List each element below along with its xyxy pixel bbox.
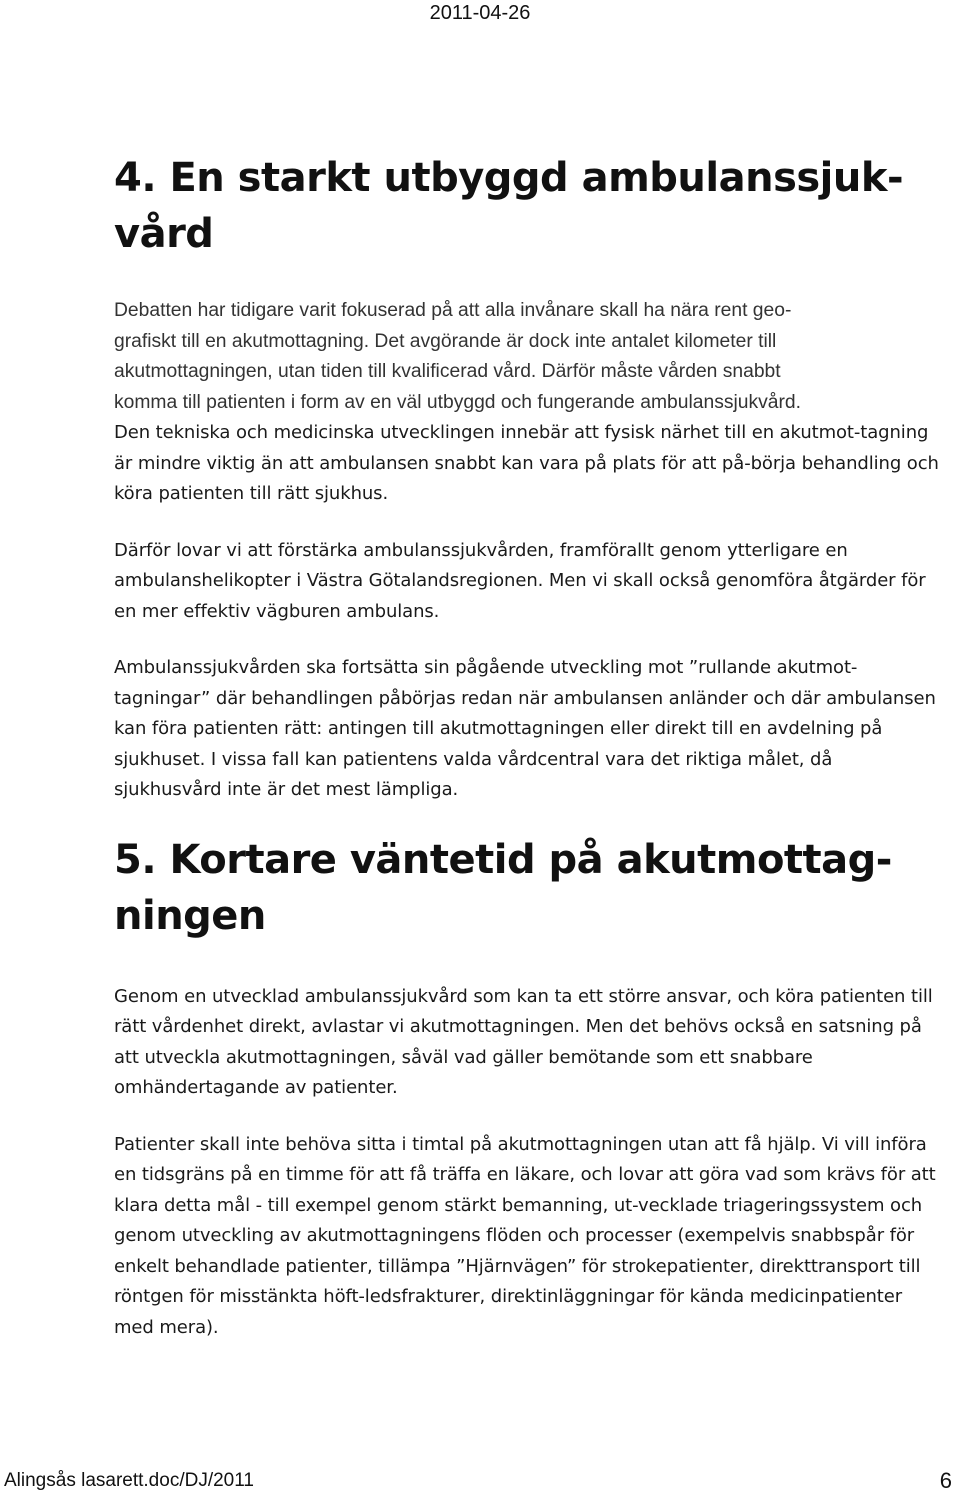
paragraph: Den tekniska och medicinska utvecklingen innebär att fysisk närhet till en akutmot-tagning är mindre viktig än att ambulansen snabbt kan vara på plats för att på-börja behandling och köra patienten till rätt sjukhus. bbox=[114, 422, 939, 504]
section-emergency-wait bbox=[114, 832, 944, 1344]
section-title-ambulance bbox=[114, 150, 944, 262]
document-body bbox=[114, 150, 944, 1369]
section-title-emergency bbox=[114, 832, 944, 944]
page-number: 6 bbox=[939, 1468, 952, 1493]
lead-line: komma till patienten i form av en väl utbyggd och fungerande ambulanssjukvård. bbox=[114, 391, 802, 413]
section-title-line: 5. Kortare väntetid på akutmottag- bbox=[114, 836, 892, 883]
footer-document-info: Alingsås lasarett.doc/DJ/2011 bbox=[4, 1470, 254, 1491]
paragraph: Därför lovar vi att förstärka ambulanssjukvården, framförallt genom ytterligare en ambulanshelikopter i Västra Götalandsregionen. Men vi skall också genomföra åtgärder för en mer effektiv vägburen ambulans. bbox=[114, 539, 926, 622]
section-title-line: vård bbox=[114, 211, 214, 257]
section-ambulance bbox=[114, 150, 944, 806]
lead-line: grafiskt till en akutmottagning. Det avgörande är dock inte antalet kilometer till bbox=[114, 330, 777, 352]
lead-line: akutmottagningen, utan tiden till kvalificerad vård. Därför måste vården snabbt bbox=[114, 361, 781, 382]
header-date: 2011-04-26 bbox=[429, 2, 531, 24]
section-title-line: ningen bbox=[114, 892, 266, 939]
lead-line: Debatten har tidigare varit fokuserad på att alla invånare skall ha nära rent geo- bbox=[114, 300, 792, 321]
section-title-line: 4. En starkt utbyggd ambulanssjuk- bbox=[114, 155, 904, 201]
lead-paragraph bbox=[114, 296, 944, 418]
paragraph: Ambulanssjukvården ska fortsätta sin pågående utveckling mot ”rullande akutmot-tagningar” där behandlingen påbörjas redan när ambulansen anländer och där ambulansen kan föra patienten rätt: antingen till akutmottagningen eller direkt till en avdelning på sjukhuset. I vissa fall kan patientens valda vårdcentral vara det riktiga målet, då sjukhusvård inte är det mest lämpliga. bbox=[114, 657, 936, 800]
paragraph: Patienter skall inte behöva sitta i timtal på akutmottagningen utan att få hjälp. Vi vill införa en tidsgräns på en timme för att få träffa en läkare, och lovar att göra vad som krävs för att klara detta mål - till exempel genom stärkt bemanning, ut-vecklade triageringssystem och genom utveckling av akutmottagningens flöden och processer (exempelvis snabbspår för enkelt behandlade patienter, tillämpa ”Hjärnvägen” för strokepatienter, direkttransport till röntgen för misstänkta höft-ledsfrakturer, direktinläggningar för kända medicinpatienter med mera). bbox=[114, 1133, 936, 1338]
paragraph: Genom en utvecklad ambulanssjukvård som kan ta ett större ansvar, och köra patienten till rätt vårdenhet direkt, avlastar vi akutmottagningen. Men det behövs också en satsning på att utveckla akutmottagningen, såväl vad gäller bemötande som ett snabbare omhändertagande av patienter. bbox=[114, 985, 933, 1098]
